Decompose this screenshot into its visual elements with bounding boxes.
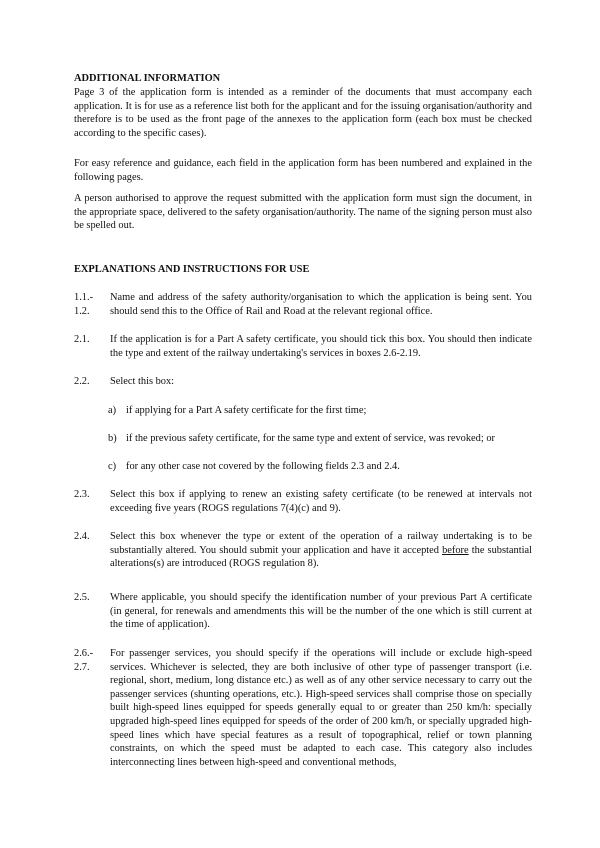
item-text: Select this box if applying to renew an existing safety certificate (to be renewed at intervals not exceeding five years (ROGS regulations 7(4)(c) and 9). — [110, 489, 532, 514]
item-text: Where applicable, you should specify the identification number of your previous Part A certificate (in general, for renewals and amendments this will be the number of the one which is still current at the time of application). — [110, 592, 532, 631]
item-number: 2.2. — [74, 376, 90, 387]
item-1-1 — [74, 291, 532, 318]
item-number-a: 1.1.- — [74, 292, 94, 303]
item-number-b: 2.7. — [74, 661, 90, 673]
item-text-pre: Select this box whenever the type or extent of the operation of a railway undertaking is to be substantially altered. You should submit your application and have it accepted — [110, 531, 532, 556]
item-number-a: 2.6.- — [74, 648, 94, 659]
item-2-3 — [74, 488, 532, 515]
item-number: 2.3. — [74, 489, 90, 500]
additional-paragraph-2: For easy reference and guidance, each field in the application form has been numbered and explained in the following pages. — [74, 158, 532, 183]
item-number — [74, 291, 108, 318]
sub-text: if the previous safety certificate, for the same type and extent of service, was revoked; or — [126, 433, 496, 444]
explanations-heading: EXPLANATIONS AND INSTRUCTIONS FOR USE — [74, 264, 310, 275]
item-text — [110, 530, 532, 571]
item-text: Select this box: — [110, 376, 175, 387]
item-2-2-c — [108, 460, 532, 474]
additional-paragraph-1: Page 3 of the application form is intended as a reminder of the documents that must accompany each application. It is for use as a reference list both for the applicant and for the issuing organisation/authority and therefore is to be used as the front page of the annexes to the application form (each box must be checked according to the specific cases). — [74, 87, 532, 139]
sub-label: a) — [108, 405, 117, 416]
item-text: For passenger services, you should specify if the operations will include or exclude high-speed services. Whichever is selected, they are both inclusive of other type of passenger transport (i.e. regional, short, medium, long distance etc.) as well as of any other service necessary to carry out the passenger services (shunting operations, etc.). High-speed services shall comprise those on specially built high-speed lines equipped for speeds generally equal to or greater than 250 km/h: specially upgraded high-speed lines equipped for speeds of the order of 200 km/h, or specially upgraded high-speed lines which have special features as a result of topographical, relief or town planning constraints, on which the speed must be adapted to each case. This category also includes interconnecting lines between high-speed and conventional methods, — [110, 648, 532, 768]
sub-label: c) — [108, 461, 117, 472]
item-text: Name and address of the safety authority/organisation to which the application is being sent. You should send this to the Office of Rail and Road at the relevant regional office. — [110, 292, 532, 317]
item-2-2-a — [108, 404, 532, 418]
item-2-4 — [74, 530, 532, 571]
item-2-5 — [74, 591, 532, 632]
sub-label: b) — [108, 433, 117, 444]
item-number: 2.1. — [74, 334, 90, 345]
item-2-2-b — [108, 432, 532, 446]
item-text: If the application is for a Part A safety certificate, you should tick this box. You should then indicate the type and extent of the railway undertaking's services in boxes 2.6-2.19. — [110, 334, 532, 359]
item-number: 2.4. — [74, 531, 90, 542]
additional-paragraph-3: A person authorised to approve the request submitted with the application form must sign the document, in the appropriate space, delivered to the safety organisation/authority. The name of the signing person must also be spelled out. — [74, 193, 532, 232]
item-text-post: the substantial alterations(s) are introduced (ROGS regulation 8). — [110, 544, 532, 570]
item-text-underlined: before — [442, 544, 469, 556]
item-number — [74, 647, 108, 674]
item-2-1 — [74, 333, 532, 360]
item-2-2 — [74, 375, 532, 389]
item-2-6 — [74, 647, 532, 769]
additional-information-heading: ADDITIONAL INFORMATION — [74, 73, 221, 84]
item-number-b: 1.2. — [74, 305, 90, 317]
sub-text: for any other case not covered by the following fields 2.3 and 2.4. — [126, 461, 400, 472]
item-number: 2.5. — [74, 592, 90, 603]
sub-text: if applying for a Part A safety certificate for the first time; — [126, 405, 367, 416]
